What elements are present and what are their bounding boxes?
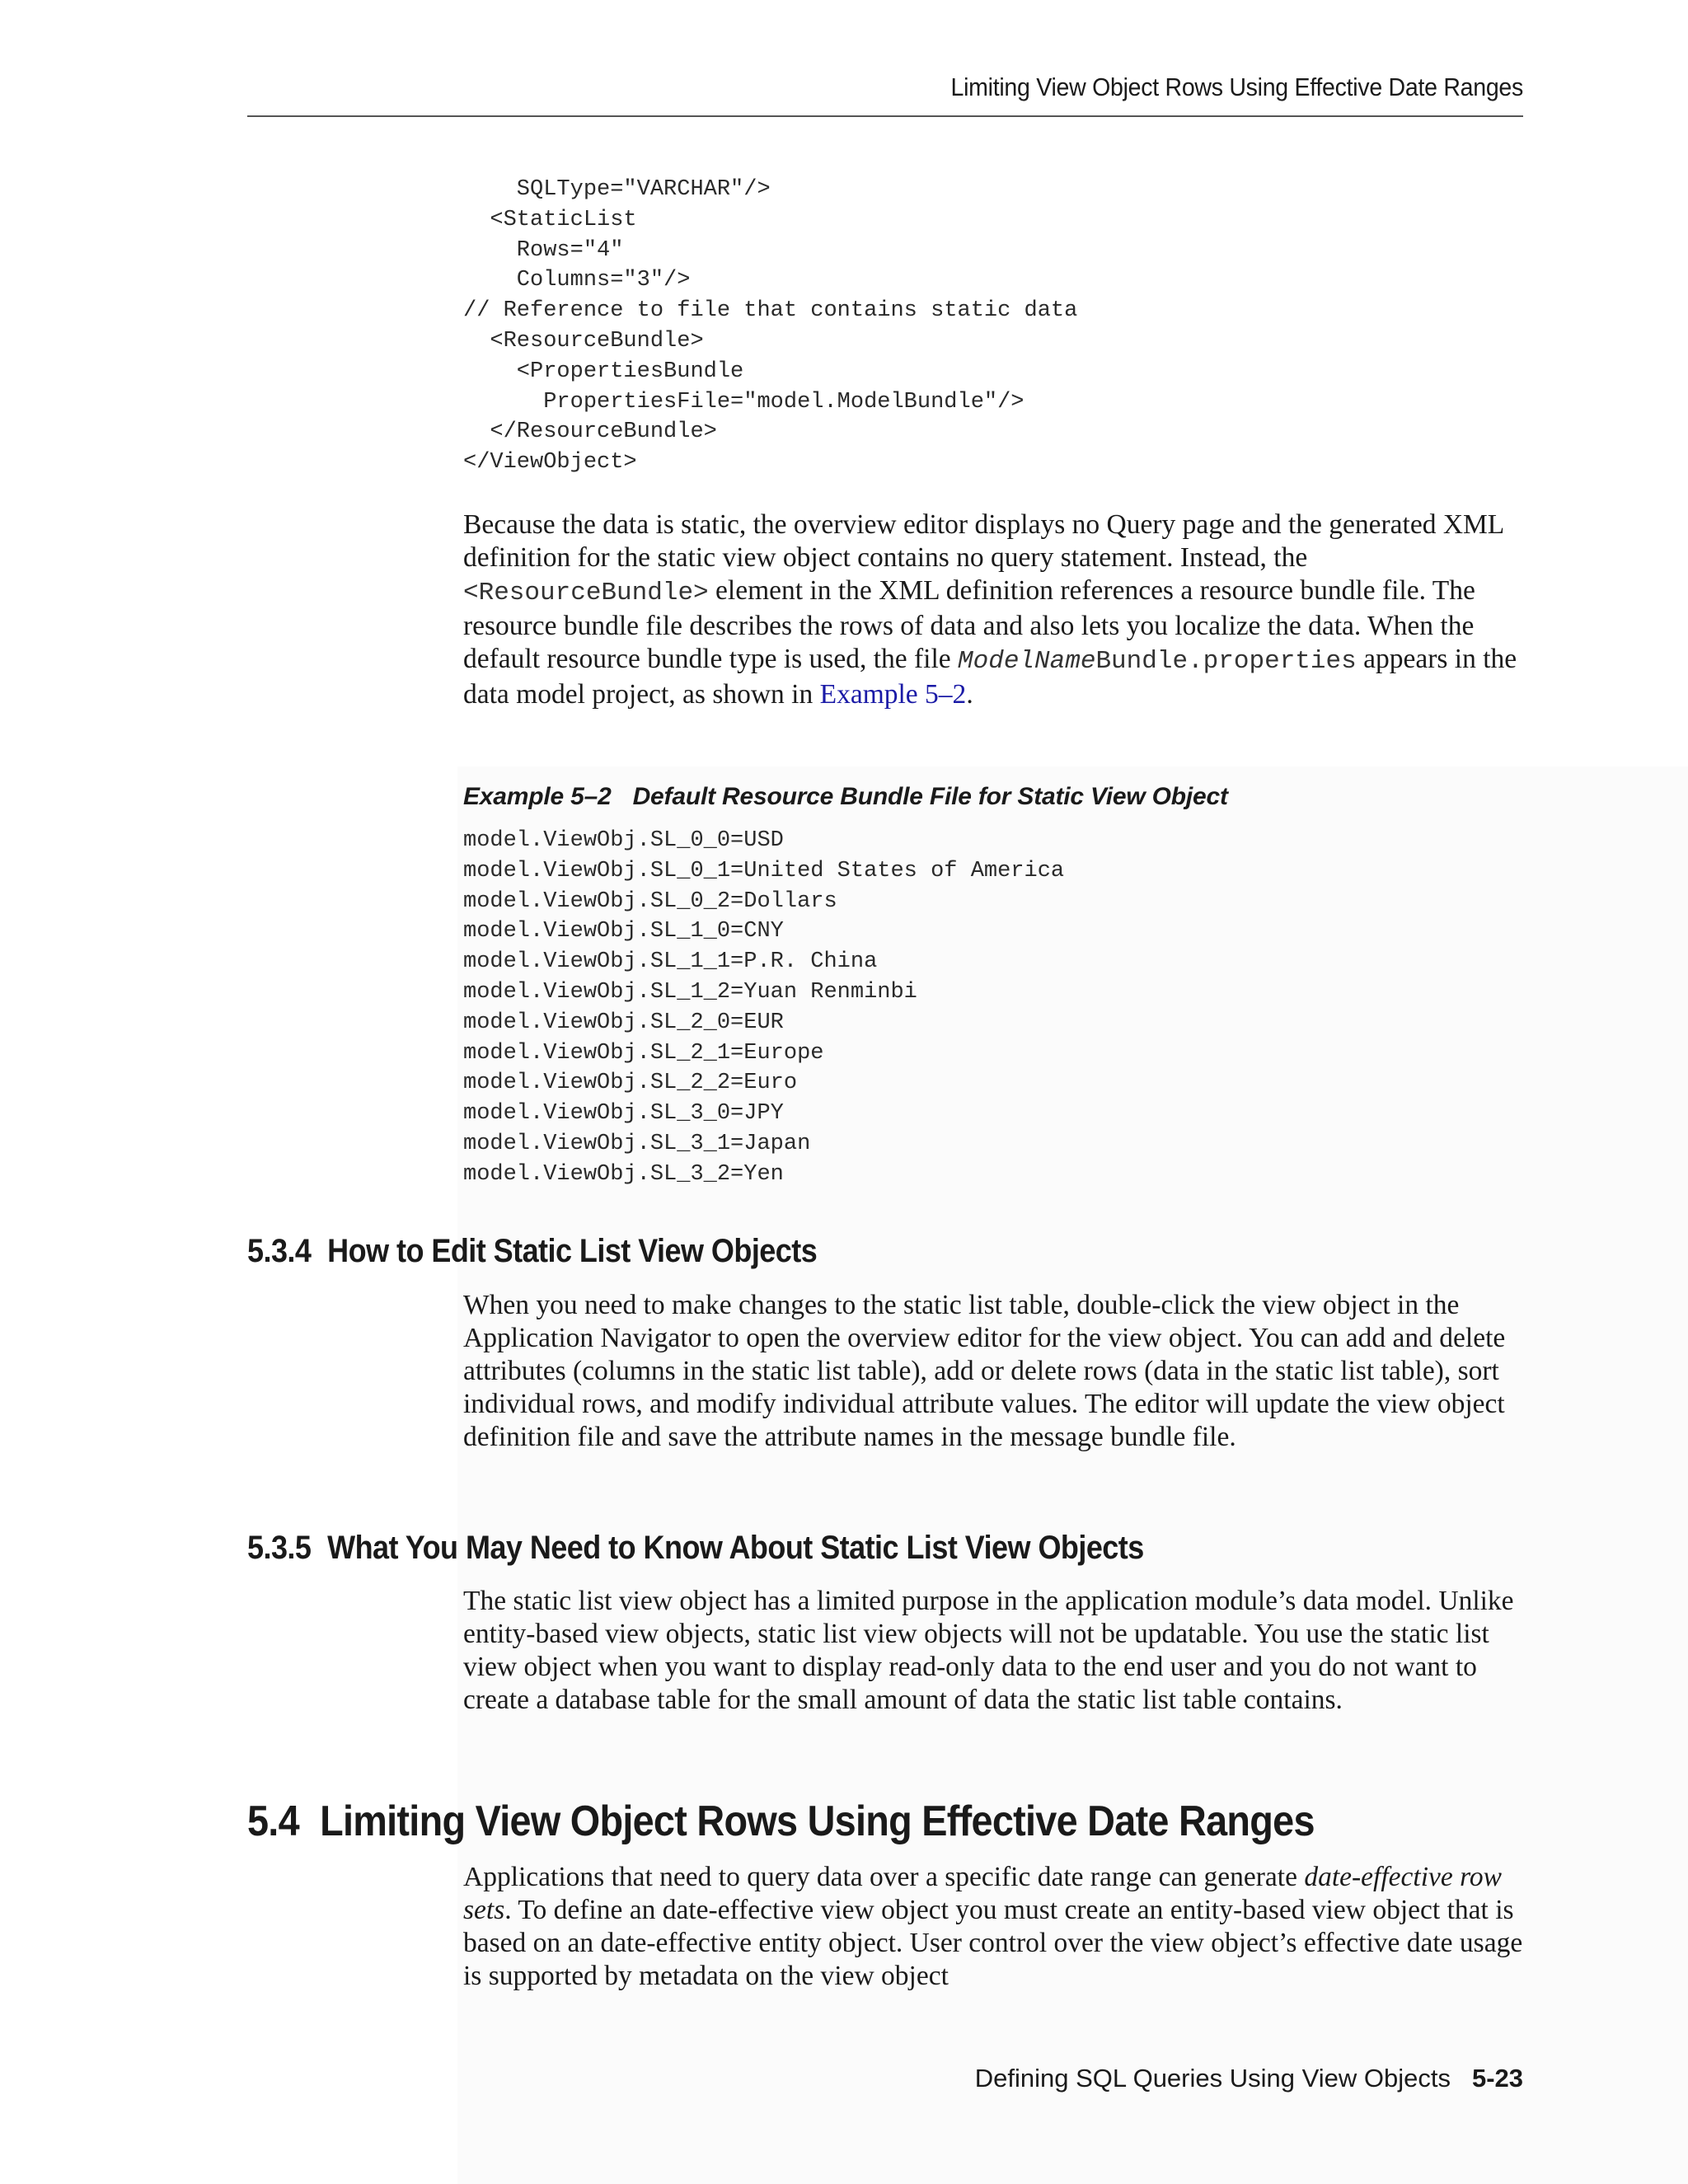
section-heading-5-3-5 bbox=[247, 1530, 1144, 1567]
code-line: SQLType="VARCHAR"/> bbox=[463, 177, 771, 202]
inline-code-filename bbox=[958, 647, 1357, 676]
code-line: </ViewObject> bbox=[463, 450, 637, 476]
para-text: Because the data is static, the overview editor displays no Query page and the generated XML definition for the static view object contains no query statement. Instead, the bbox=[463, 509, 1504, 573]
section-body-5-3-4: When you need to make changes to the static list table, double-click the view object in the Application Navigator to open the overview editor for the view object. You can add and delete attributes (columns in the static list table), add or delete rows (data in the static list table), sort individual rows, and modify individual attribute values. The editor will update the view object definition file and save the attribute names in the message bundle file. bbox=[463, 1290, 1506, 1452]
section-title: How to Edit Static List View Objects bbox=[327, 1233, 818, 1269]
code-line: Columns="3"/> bbox=[463, 268, 691, 293]
code-line: model.ViewObj.SL_0_1=United States of America bbox=[463, 858, 1065, 883]
header-rule bbox=[247, 115, 1523, 117]
code-line: model.ViewObj.SL_3_1=Japan bbox=[463, 1131, 811, 1156]
code-line: Rows="4" bbox=[463, 237, 624, 263]
para-text: . bbox=[966, 679, 973, 710]
code-line: model.ViewObj.SL_0_0=USD bbox=[463, 828, 784, 853]
section-number: 5.3.4 bbox=[247, 1233, 312, 1269]
code-line: model.ViewObj.SL_3_0=JPY bbox=[463, 1101, 784, 1127]
code-line: model.ViewObj.SL_2_0=EUR bbox=[463, 1010, 784, 1035]
code-line: model.ViewObj.SL_1_1=P.R. China bbox=[463, 949, 878, 975]
section-heading-5-4 bbox=[247, 1797, 1315, 1846]
para-text: Applications that need to query data over a specific date range can generate bbox=[463, 1862, 1305, 1892]
code-block-xml bbox=[463, 175, 1077, 478]
section-title: Limiting View Object Rows Using Effective Date Ranges bbox=[320, 1797, 1315, 1845]
footer-title: Defining SQL Queries Using View Objects bbox=[974, 2064, 1451, 2093]
paragraph-resource-bundle bbox=[463, 509, 1526, 711]
code-line: // Reference to file that contains static data bbox=[463, 298, 1078, 324]
code-line: <ResourceBundle> bbox=[463, 328, 704, 354]
page-footer bbox=[824, 2064, 1523, 2093]
inline-code-filename-italic: ModelName bbox=[958, 647, 1096, 676]
code-line: model.ViewObj.SL_1_2=Yuan Renminbi bbox=[463, 979, 917, 1005]
para-text: . To define an date-effective view object you must create an entity-based view object that is based on an date-effective entity object. User control over the view object’s effective date usage is supported by metadata on the view object bbox=[463, 1895, 1523, 1991]
section-number: 5.4 bbox=[247, 1797, 299, 1845]
emphasis-term: date-effective row sets bbox=[463, 1862, 1503, 1925]
code-line: model.ViewObj.SL_3_2=Yen bbox=[463, 1161, 784, 1187]
example-link[interactable]: Example 5–2 bbox=[819, 679, 967, 710]
code-line: <StaticList bbox=[463, 207, 637, 232]
para-text: element in the XML definition references a resource bundle file. The resource bundle file describes the rows of data and also lets you localize the data. When the default resource bundle type is used, the file bbox=[463, 575, 1475, 674]
running-header: Limiting View Object Rows Using Effective Date Ranges bbox=[950, 73, 1523, 101]
example-title: Default Resource Bundle File for Static View Object bbox=[632, 783, 1228, 810]
page-number: 5-23 bbox=[1471, 2064, 1523, 2093]
code-line: model.ViewObj.SL_2_2=Euro bbox=[463, 1071, 798, 1096]
inline-code-filename-rest: Bundle.properties bbox=[1095, 647, 1357, 676]
inline-code-resourcebundle: <ResourceBundle> bbox=[463, 579, 709, 607]
example-label: Example 5–2 bbox=[463, 783, 612, 810]
code-line: model.ViewObj.SL_0_2=Dollars bbox=[463, 888, 837, 914]
section-title: What You May Need to Know About Static List View Objects bbox=[327, 1530, 1144, 1566]
section-number: 5.3.5 bbox=[247, 1530, 312, 1566]
section-body-5-3-5: The static list view object has a limited purpose in the application module’s data model. Unlike entity-based view objects, static list view objects will not be updatable. You use the static list view object when you want to display read-only data to the end user and you do not want to create a database table for the small amount of data the static list table contains. bbox=[463, 1586, 1514, 1715]
code-line: model.ViewObj.SL_2_1=Europe bbox=[463, 1040, 824, 1066]
section-body-5-4 bbox=[463, 1861, 1526, 1993]
section-heading-5-3-4 bbox=[247, 1233, 817, 1270]
example-caption bbox=[463, 783, 1228, 811]
code-line: </ResourceBundle> bbox=[463, 419, 717, 445]
code-line: PropertiesFile="model.ModelBundle"/> bbox=[463, 389, 1025, 415]
code-line: model.ViewObj.SL_1_0=CNY bbox=[463, 919, 784, 944]
para-text: appears in the data model project, as shown in bbox=[463, 644, 1517, 710]
code-block-properties bbox=[463, 826, 1064, 1190]
code-line: <PropertiesBundle bbox=[463, 359, 744, 384]
